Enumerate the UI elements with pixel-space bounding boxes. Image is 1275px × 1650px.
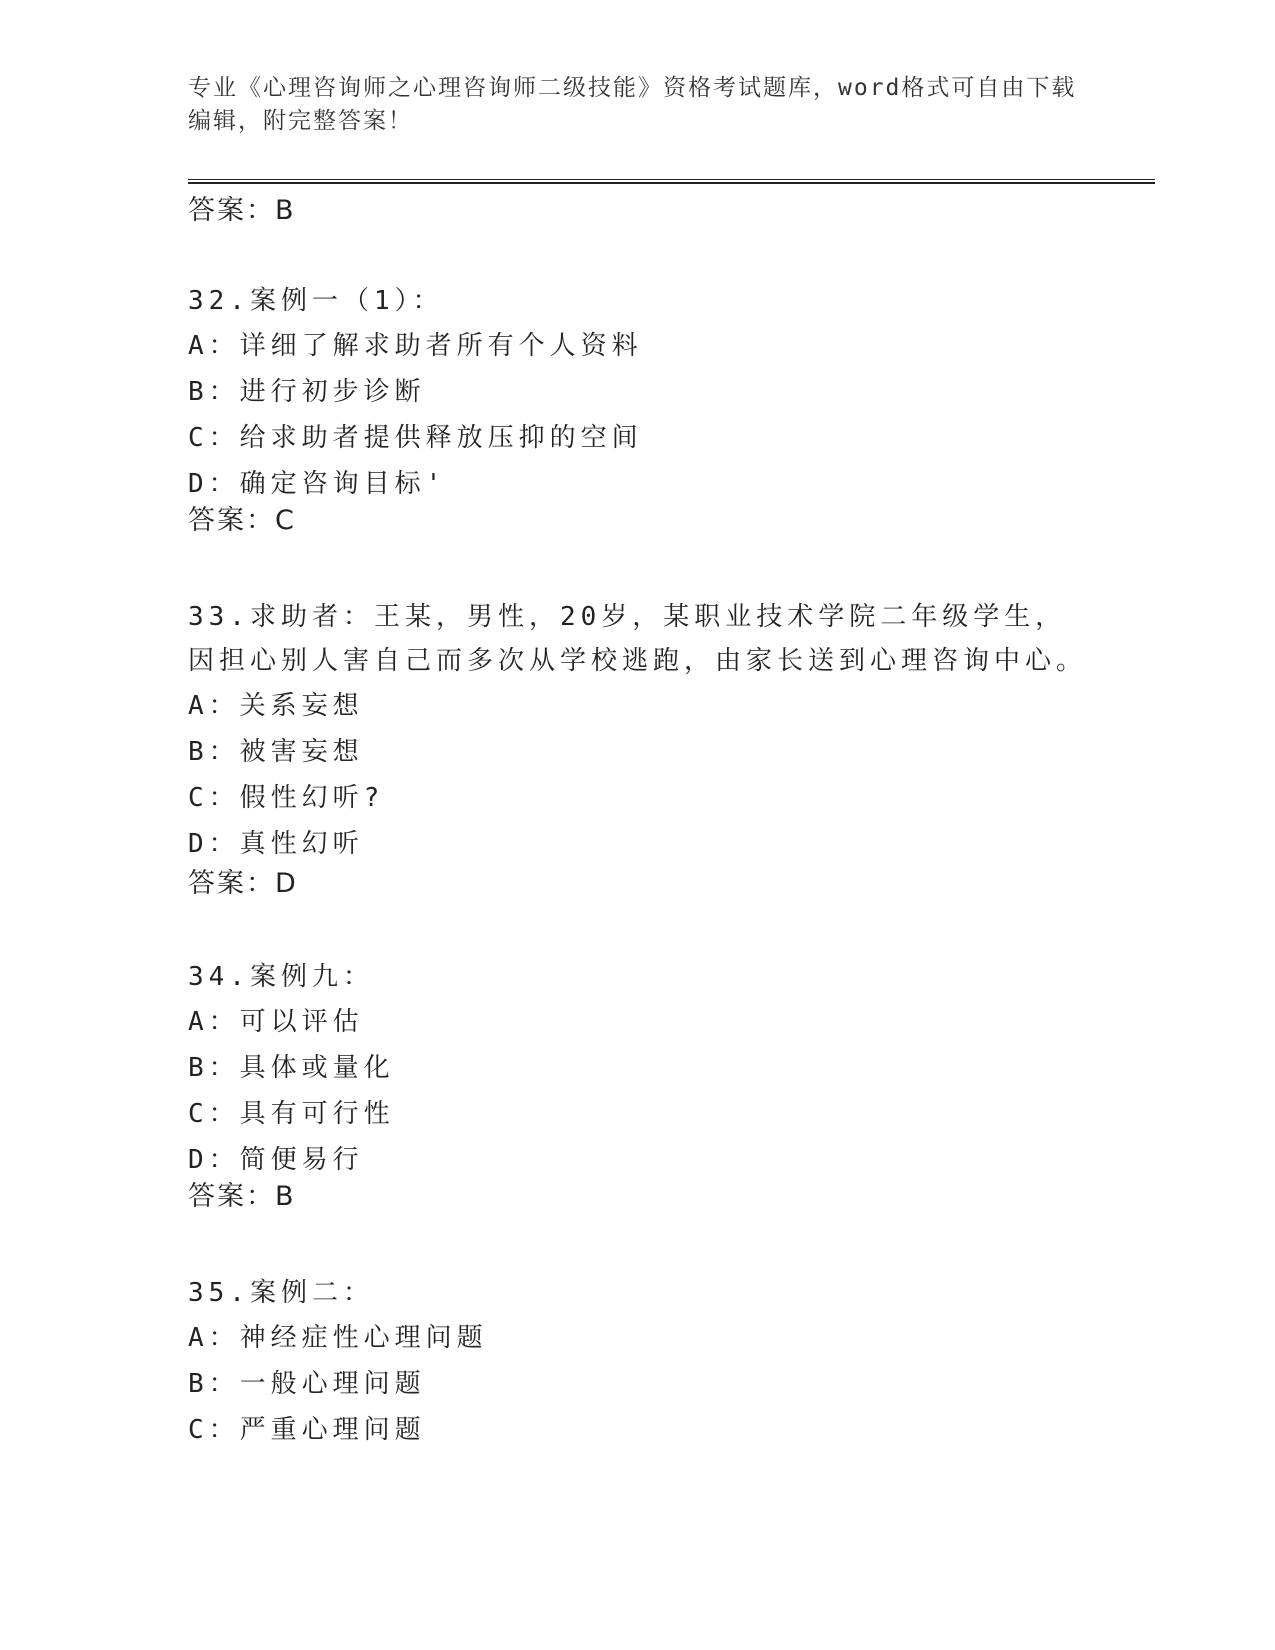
option-a: A：可以评估 [188,1007,364,1037]
question-text: 35.案例二： [188,1278,374,1308]
option-c: C：具有可行性 [188,1099,395,1129]
option-a: A：神经症性心理问题 [188,1323,488,1353]
option-b: B：具体或量化 [188,1053,395,1083]
answer-prev: 答案：B [188,195,296,226]
question-text: 32.案例一（1）： [188,286,444,316]
question-34 [188,955,1088,1183]
answer-32: 答案：C [188,505,296,536]
question-text: 34.案例九： [188,962,374,992]
option-c: C：给求助者提供释放压抑的空间 [188,423,643,453]
option-d: D：确定咨询目标' [188,469,447,499]
question-35 [188,1271,1088,1453]
question-text: 33.求助者：王某，男性，20岁，某职业技术学院二年级学生，因担心别人害自己而多次从学校逃跑，由家长送到心理咨询中心。 [188,602,1088,676]
option-d: D：简便易行 [188,1145,364,1175]
option-b: B：被害妄想 [188,737,364,767]
option-a: A：关系妄想 [188,691,364,721]
option-c: C：假性幻听? [188,783,385,813]
answer-34: 答案：B [188,1181,296,1212]
answer-33: 答案：D [188,868,298,899]
question-33 [188,595,1088,867]
option-b: B：进行初步诊断 [188,377,426,407]
header-rule [188,179,1155,184]
option-c: C：严重心理问题 [188,1415,426,1445]
option-b: B：一般心理问题 [188,1369,426,1399]
question-32 [188,279,1088,507]
option-d: D：真性幻听 [188,829,364,859]
page-header: 专业《心理咨询师之心理咨询师二级技能》资格考试题库，word格式可自由下载编辑，附完整答案！ [188,75,1077,134]
option-a: A：详细了解求助者所有个人资料 [188,331,643,361]
